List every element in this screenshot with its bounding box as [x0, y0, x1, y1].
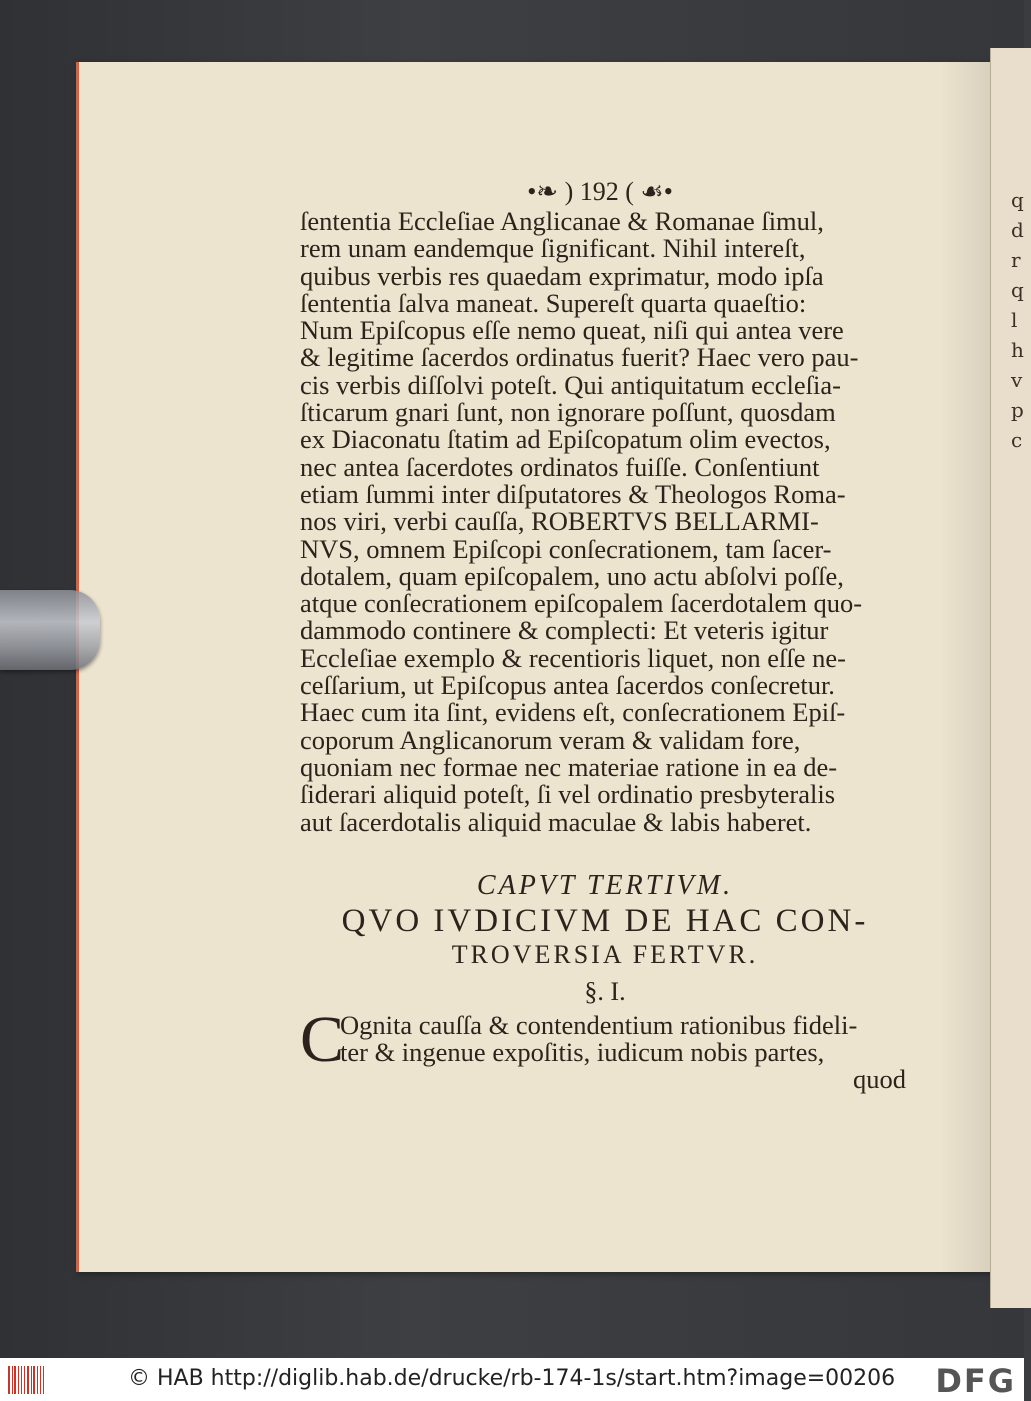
body-line: coporum Anglicanorum veram & validam fore,	[300, 724, 801, 755]
body-line: & legitime ſacerdos ordinatus fuerit? Haec vero pau-	[300, 342, 859, 373]
catchword: quod	[853, 1064, 906, 1095]
facing-page-glyph: l	[1011, 308, 1020, 332]
chapter-title-line1: QVO IVDICIVM DE HAC CON-	[341, 902, 869, 939]
body-line: etiam ſummi inter diſputatores & Theologos Roma-	[300, 478, 846, 509]
body-line: rem unam eandemque ſignificant. Nihil intereſt,	[300, 233, 806, 264]
barcode-icon	[8, 1366, 44, 1394]
body-line: Num Epiſcopus eſſe nemo queat, niſi qui antea vere	[300, 315, 844, 346]
body-line: dotalem, quam epiſcopalem, uno actu abſolvi poſſe,	[300, 560, 844, 591]
body-line: ſententia Eccleſiae Anglicanae & Romanae ſimul,	[300, 206, 824, 236]
body-line: ſententia ſalva maneat. Supereſt quarta quaeſtio:	[300, 287, 807, 318]
body-line: quibus verbis res quaedam exprimatur, modo ipſa	[300, 260, 824, 291]
page-text	[300, 176, 910, 1094]
paragraph-line: Ognita cauſſa & contendentium rationibus fideli-	[340, 1009, 858, 1040]
body-line: Haec cum ita ſint, evidens eſt, conſecrationem Epiſ-	[300, 697, 846, 728]
facing-page-edge	[990, 48, 1031, 1308]
body-line: dammodo continere & complecti: Et veteris igitur	[300, 615, 829, 646]
body-line: nec antea ſacerdotes ordinatos fuiſſe. Conſentiunt	[300, 451, 820, 482]
body-line: ex Diaconatu ſtatim ad Epiſcopatum olim evectos,	[300, 424, 831, 455]
drop-cap: C	[300, 1002, 345, 1076]
body-line: quoniam nec formae nec materiae ratione in ea de-	[300, 751, 838, 782]
dfg-logo: DFG	[935, 1362, 1016, 1400]
body-line: NVS, omnem Epiſcopi conſecrationem, tam ſacer-	[300, 533, 832, 564]
body-line: cis verbis diſſolvi poteſt. Qui antiquitatum eccleſia-	[300, 369, 841, 400]
body-line: Eccleſiae exemplo & recentioris liquet, non eſſe ne-	[300, 642, 846, 673]
facing-page-glyph: h	[1011, 338, 1026, 362]
facing-page-glyph: v	[1011, 368, 1025, 392]
page-header: •❧ ) 192 ( ☙•	[527, 177, 673, 206]
facing-page-glyph: c	[1011, 428, 1025, 452]
facing-page-glyph: q	[1011, 278, 1026, 302]
viewer-footer	[0, 1358, 1024, 1401]
body-line: nos viri, verbi cauſſa, ROBERTVS BELLARMI-	[300, 506, 819, 537]
facing-page-glyph: d	[1011, 218, 1026, 242]
body-line: ceſſarium, ut Epiſcopus antea ſacerdos conſecretur.	[300, 670, 835, 701]
paragraph-line: ter & ingenue expoſitis, iudicum nobis partes,	[340, 1037, 825, 1068]
section-paragraph	[300, 1002, 910, 1095]
chapter-title-line2: TROVERSIA FERTVR.	[451, 939, 759, 969]
body-paragraph	[300, 208, 910, 836]
copyright-link[interactable]: © HAB http://diglib.hab.de/drucke/rb-174-1s/start.htm?image=00206	[128, 1366, 896, 1391]
chapter-heading: CAPVT TERTIVM.	[476, 869, 734, 901]
body-line: ſiderari aliquid poteſt, ſi vel ordinatio presbyteralis	[300, 779, 836, 810]
section-marker: §. I.	[584, 976, 626, 1006]
facing-page-glyph: p	[1011, 398, 1026, 422]
body-line: aut ſacerdotalis aliquid maculae & labis haberet.	[300, 806, 812, 837]
page-clip	[0, 590, 100, 670]
body-line: atque conſecrationem epiſcopalem ſacerdotalem quo-	[300, 588, 863, 619]
facing-page-glyph: r	[1011, 248, 1023, 272]
body-line: ſticarum gnari ſunt, non ignorare poſſunt, quosdam	[300, 397, 836, 428]
facing-page-glyph: q	[1011, 188, 1026, 212]
